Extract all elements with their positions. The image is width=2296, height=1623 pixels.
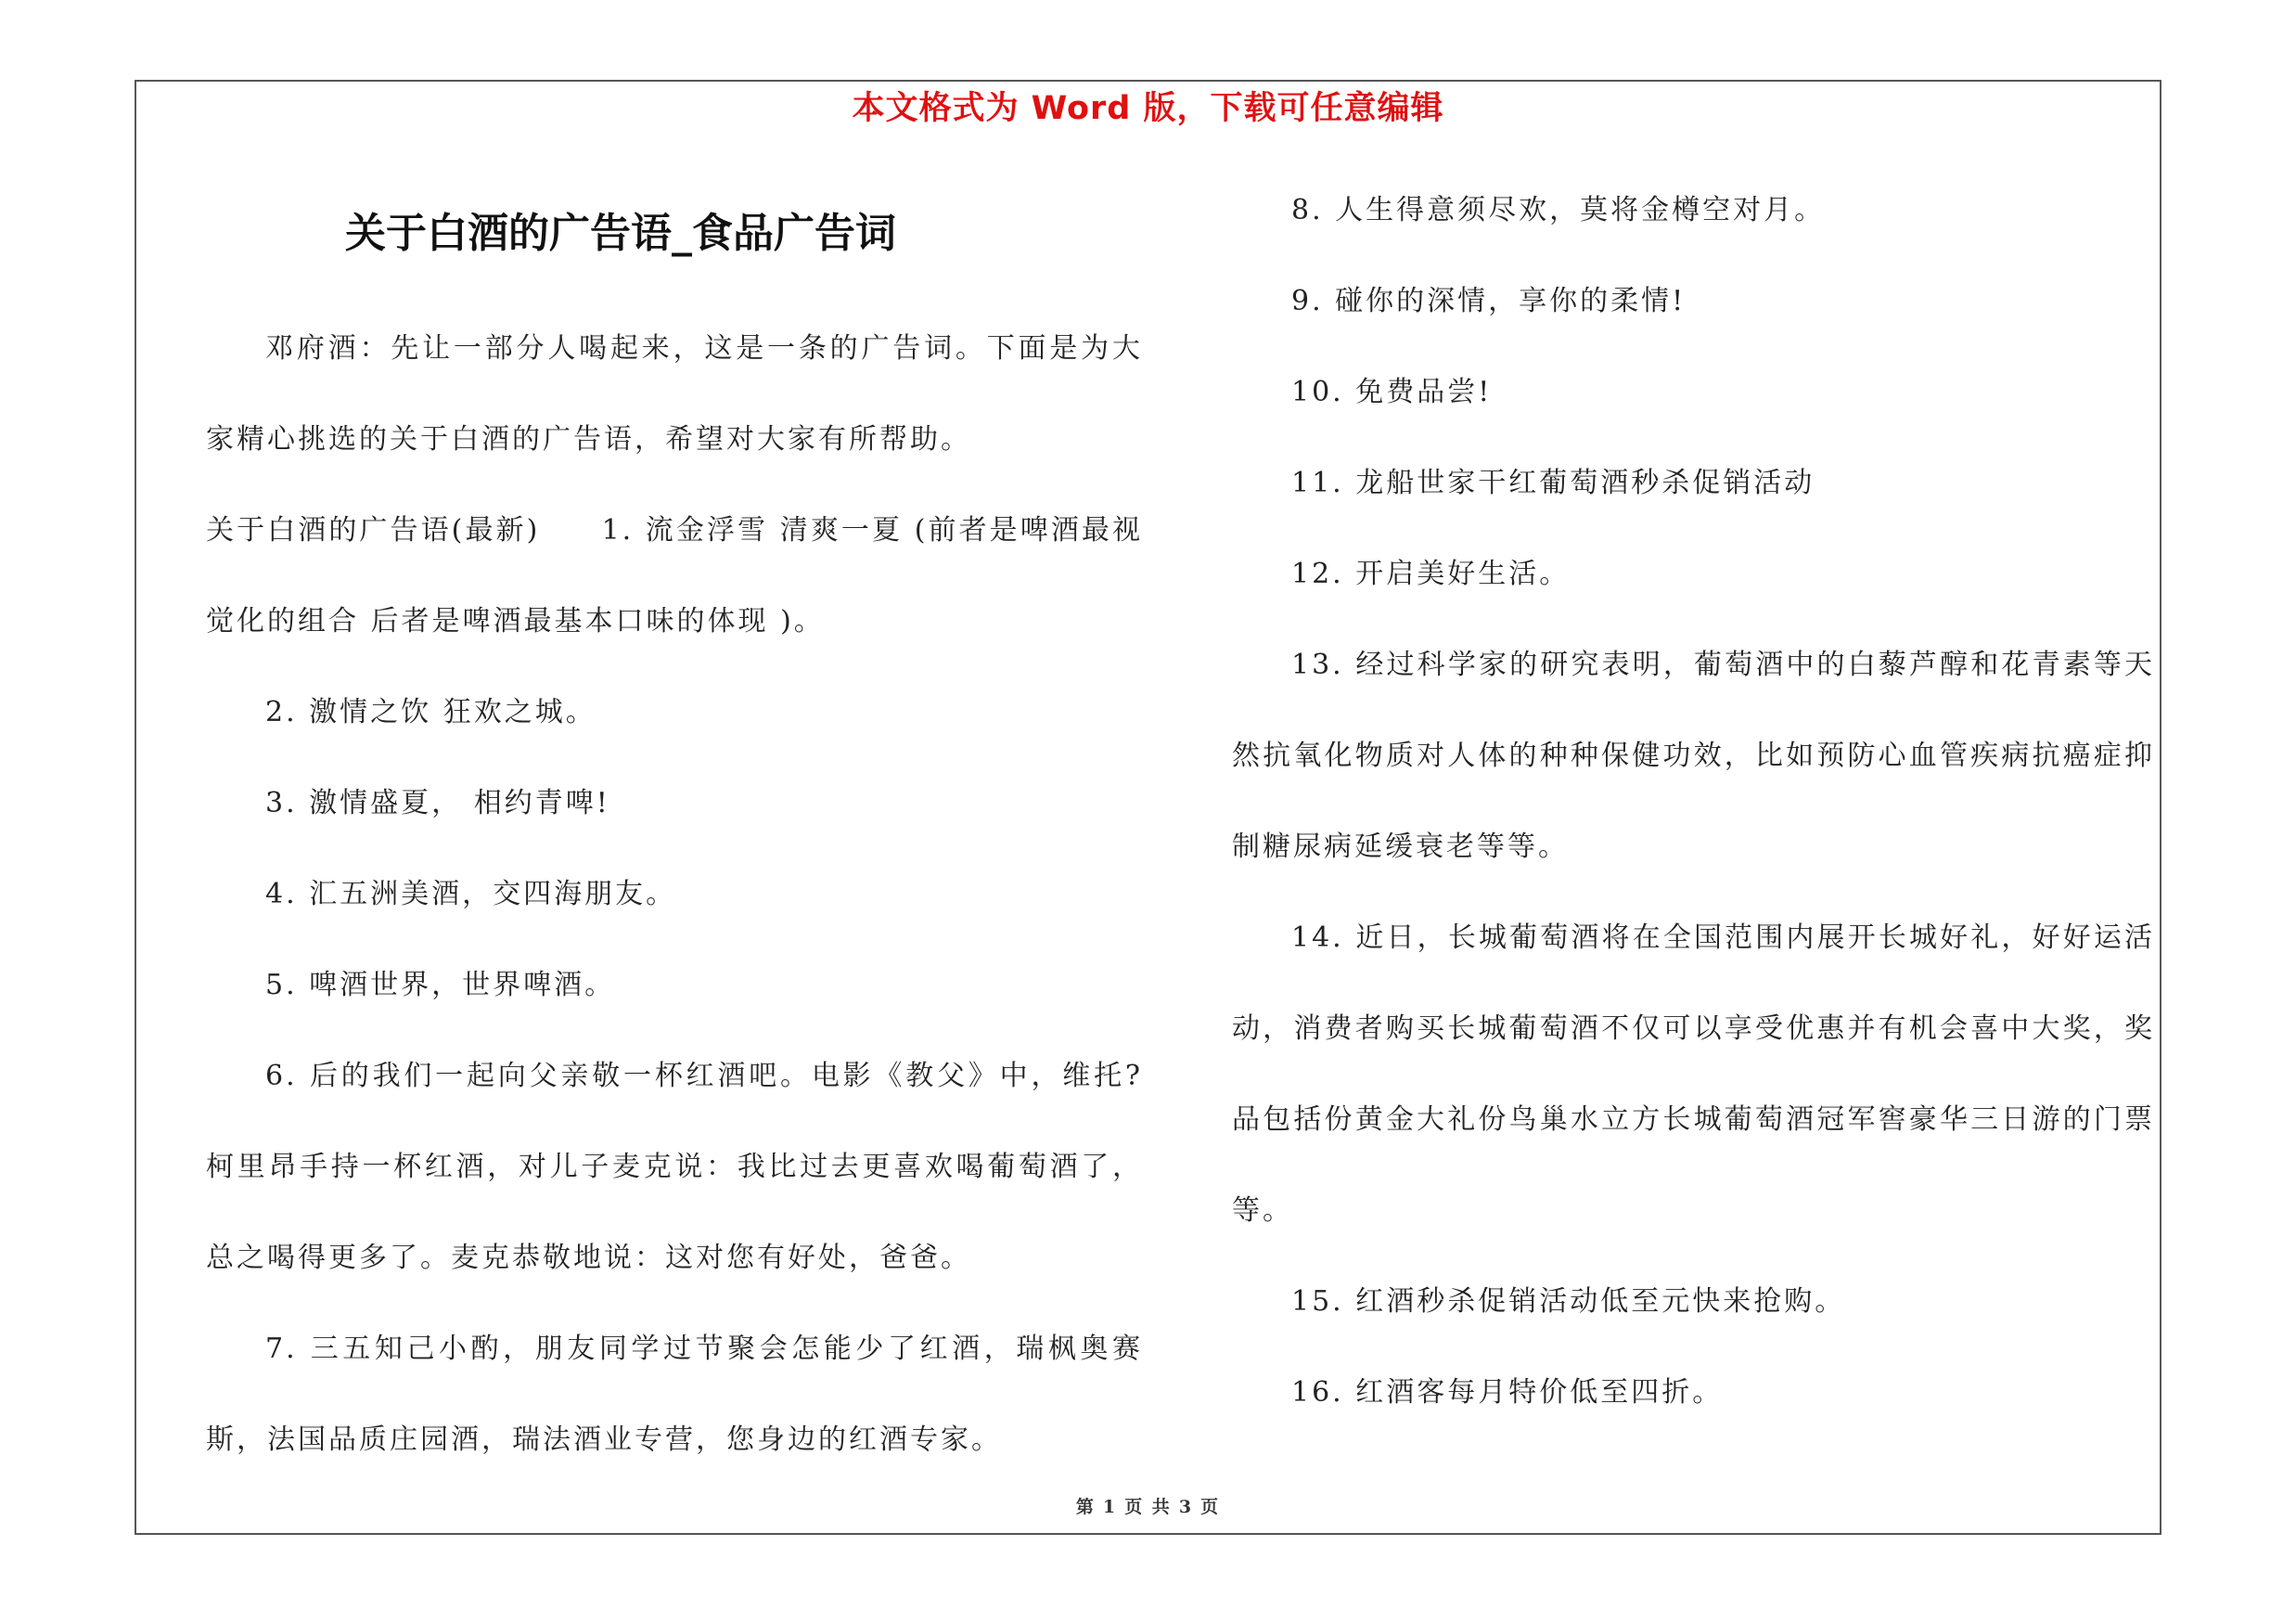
list-item: 10. 免费品尝! [1291,376,1493,408]
footer-prefix: 第 [1075,1497,1096,1517]
list-item: 7. 三五知己小酌，朋友同学过节聚会怎能少了红酒，瑞枫奥赛斯，法国品质庄园酒，瑞法酒业专营，您身边的红酒专家。 [206,1333,1143,1456]
left-column [206,303,1143,1486]
list-item: 3. 激情盛夏， 相约青啤! [265,787,610,819]
footer-middle: 页 共 [1124,1497,1172,1517]
list-item: 14. 近日，长城葡萄酒将在全国范围内展开长城好礼，好好运活动，消费者购买长城葡萄酒不仅可以享受优惠并有机会喜中大奖，奖品包括份黄金大礼份鸟巢水立方长城葡萄酒冠军窖豪华三日游的门票等。 [1232,921,2155,1227]
footer-suffix: 页 [1200,1497,1221,1517]
list-item: 8. 人生得意须尽欢，莫将金樽空对月。 [1291,194,1826,226]
word-format-banner: 本文格式为 Word 版，下载可任意编辑 [852,90,1444,127]
list-item: 15. 红酒秒杀促销活动低至元快来抢购。 [1291,1285,1846,1318]
list-item: 16. 红酒客每月特价低至四折。 [1291,1376,1724,1409]
list-item: 4. 汇五洲美酒，交四海朋友。 [265,878,677,910]
footer-total-pages: 3 [1178,1497,1194,1517]
list-item: 关于白酒的广告语(最新) 1. 流金浮雪 清爽一夏 (前者是啤酒最视觉化的组合 后者是啤酒最基本口味的体现 )。 [206,514,1143,638]
list-item: 2. 激情之饮 狂欢之城。 [265,696,596,728]
footer-current-page: 1 [1102,1497,1118,1517]
list-item: 6. 后的我们一起向父亲敬一杯红酒吧。电影《教父》中，维托?柯里昂手持一杯红酒，对儿子麦克说：我比过去更喜欢喝葡萄酒了，总之喝得更多了。麦克恭敬地说：这对您有好处，爸爸。 [206,1060,1143,1274]
list-item: 11. 龙船世家干红葡萄酒秒杀促销活动 [1291,467,1815,499]
right-column [1232,165,2155,1438]
list-item: 13. 经过科学家的研究表明，葡萄酒中的白藜芦醇和花青素等天然抗氧化物质对人体的种种保健功效，比如预防心血管疾病抗癌症抑制糖尿病延缓衰老等等。 [1232,649,2155,863]
list-item: 12. 开启美好生活。 [1291,558,1571,590]
intro-paragraph: 邓府酒：先让一部分人喝起来，这是一条的广告词。下面是为大家精心挑选的关于白酒的广告语，希望对大家有所帮助。 [206,332,1143,456]
list-item: 5. 啤酒世界，世界啤酒。 [265,969,616,1001]
document-title: 关于白酒的广告语_食品广告词 [345,210,896,257]
list-item: 9. 碰你的深情，享你的柔情! [1291,285,1687,317]
page-number-footer [0,1494,2296,1520]
